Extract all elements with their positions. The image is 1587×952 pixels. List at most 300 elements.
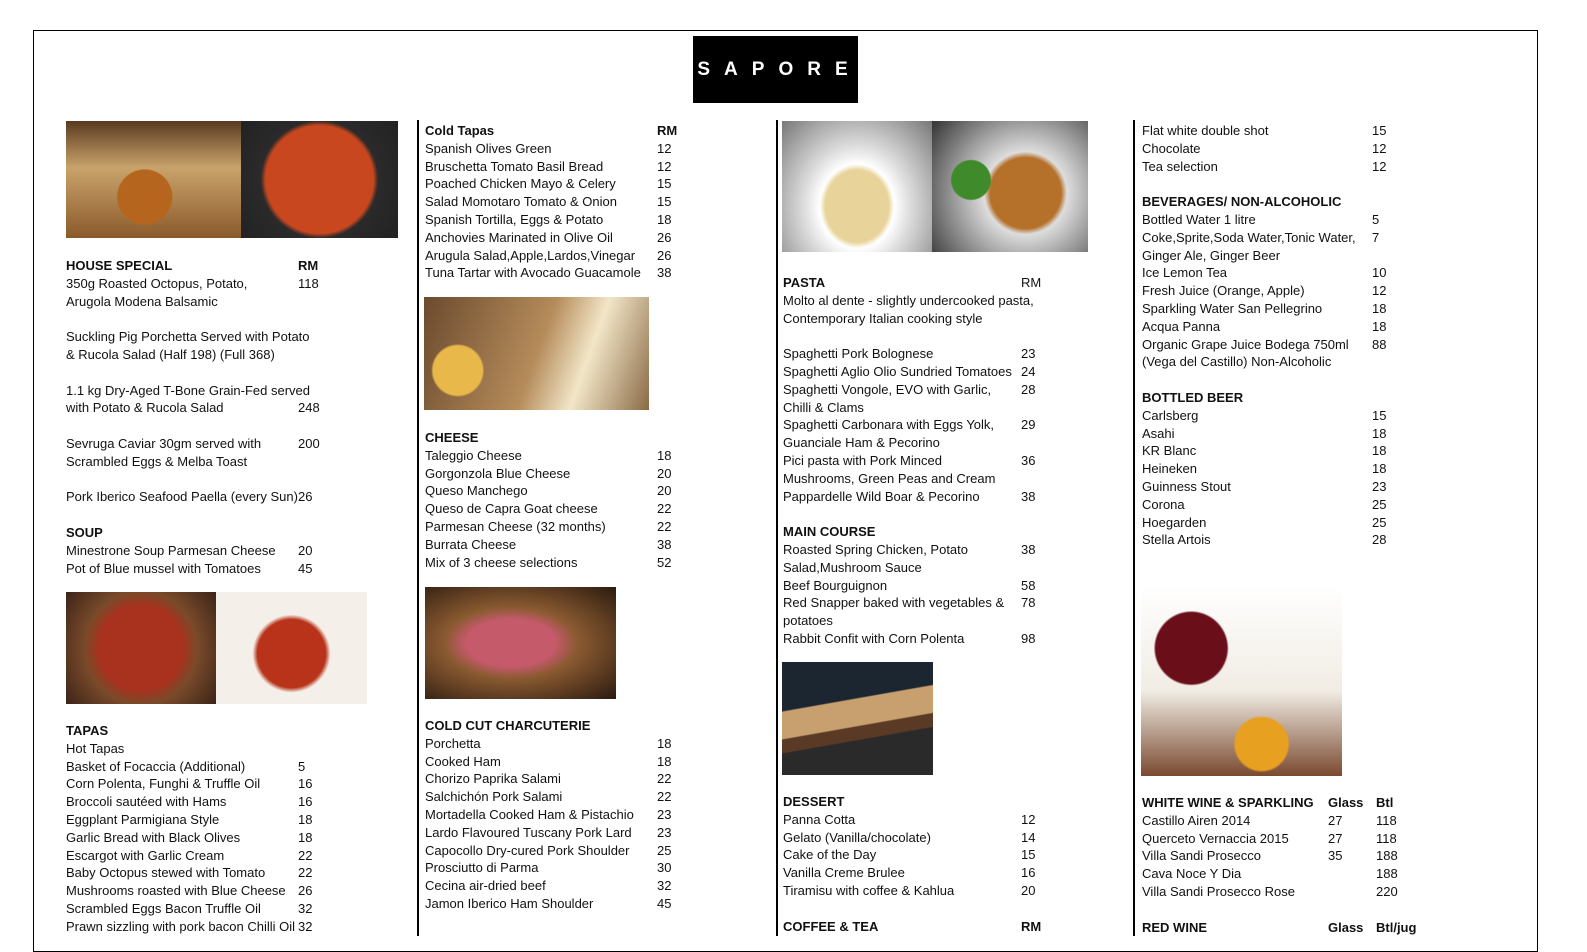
item-name: Spaghetti Carbonara with Eggs Yolk, <box>783 417 995 433</box>
menu-item <box>66 793 328 811</box>
item-price: 25 <box>1372 496 1387 512</box>
item-price: 98 <box>1021 630 1036 646</box>
item-price: 15 <box>1021 847 1036 863</box>
menu-item <box>66 758 328 776</box>
column-1-tapas <box>66 722 328 936</box>
item-name: Guinness Stout <box>1142 478 1231 494</box>
item-price: 248 <box>298 400 320 416</box>
item-name: Suckling Pig Porchetta Served with Potato <box>66 329 310 345</box>
item-price: 25 <box>657 842 672 858</box>
item-price: 22 <box>298 847 313 863</box>
menu-item <box>783 559 1051 577</box>
item-name: Chilli & Clams <box>783 399 864 415</box>
item-name: Minestrone Soup Parmesan Cheese <box>66 542 276 558</box>
item-price <box>1021 470 1051 488</box>
item-name: Burrata Cheese <box>425 536 517 552</box>
menu-item <box>425 211 687 229</box>
item-price <box>298 293 328 311</box>
item-price: 118 <box>1376 812 1397 828</box>
item-price: 20 <box>298 542 313 558</box>
menu-item <box>425 500 687 518</box>
column-3 <box>783 274 1051 648</box>
menu-item <box>783 470 1051 488</box>
item-price: 52 <box>657 554 672 570</box>
menu-item <box>783 381 1051 399</box>
item-price: 45 <box>657 895 672 911</box>
item-name <box>66 310 298 328</box>
item-price: 20 <box>657 483 672 499</box>
item-name: Molto al dente - slightly undercooked pasta, <box>783 292 1034 308</box>
price-header: RM <box>298 258 319 273</box>
item-price: 5 <box>298 758 306 774</box>
menu-item <box>1142 407 1402 425</box>
menu-item <box>1142 425 1402 443</box>
item-name: Red Snapper baked with vegetables & <box>783 595 1005 611</box>
menu-item <box>1142 282 1402 300</box>
column-3-dessert <box>783 793 1051 935</box>
menu-item <box>1142 247 1402 265</box>
menu-item <box>783 594 1051 612</box>
item-name: Pork Iberico Seafood Paella (every Sun) <box>66 489 298 505</box>
item-name: Sparkling Water San Pellegrino <box>1142 300 1323 316</box>
item-price: 16 <box>1021 865 1036 881</box>
menu-item <box>1142 336 1402 354</box>
food-photo-octopus <box>66 592 216 704</box>
bottle-header: Btl <box>1376 795 1394 810</box>
item-price: 24 <box>1021 363 1036 379</box>
column-1 <box>66 257 328 577</box>
item-name: Porchetta <box>425 735 481 751</box>
item-price <box>298 471 328 489</box>
menu-item <box>425 158 687 176</box>
item-name: Capocollo Dry-cured Pork Shoulder <box>425 842 630 858</box>
item-price <box>1372 247 1402 265</box>
food-photo-pasta <box>782 121 932 252</box>
item-name: Carlsberg <box>1142 407 1199 423</box>
item-name: Cava Noce Y Dia <box>1142 866 1242 882</box>
item-price: 36 <box>1021 452 1036 468</box>
item-price: 16 <box>298 794 313 810</box>
menu-item <box>425 770 687 788</box>
section-title-dessert: DESSERT <box>783 794 845 809</box>
item-name: Castillo Airen 2014 <box>1142 812 1251 828</box>
item-name: Salchichón Pork Salami <box>425 789 563 805</box>
item-price: 118 <box>298 275 319 291</box>
item-name: Scrambled Eggs & Melba Toast <box>66 453 248 469</box>
item-name: Poached Chicken Mayo & Celery <box>425 176 616 192</box>
item-name: Mortadella Cooked Ham & Pistachio <box>425 806 634 822</box>
menu-item <box>783 829 1051 847</box>
item-name: Flat white double shot <box>1142 123 1269 138</box>
column-4-wine <box>1142 794 1417 936</box>
item-price: 12 <box>1372 283 1387 299</box>
item-name: Heineken <box>1142 461 1197 477</box>
menu-item <box>66 275 328 293</box>
menu-item <box>425 536 687 554</box>
menu-item <box>783 292 1051 310</box>
menu-item <box>1142 229 1402 247</box>
item-glass-price <box>1322 883 1376 901</box>
item-name: Chocolate <box>1142 140 1201 156</box>
item-price: 22 <box>298 865 313 881</box>
item-name: Taleggio Cheese <box>425 447 522 463</box>
menu-item <box>425 824 687 842</box>
item-name: Basket of Focaccia (Additional) <box>66 758 246 774</box>
item-price: 32 <box>298 918 313 934</box>
section-title-cheese: CHEESE <box>425 430 479 445</box>
item-price: 16 <box>298 776 313 792</box>
item-name: Hoegarden <box>1142 514 1207 530</box>
menu-item <box>425 877 687 895</box>
item-price: 58 <box>1021 577 1036 593</box>
item-name: Querceto Vernaccia 2015 <box>1142 830 1289 846</box>
item-price <box>1034 292 1051 310</box>
menu-item <box>66 560 328 578</box>
item-name: Asahi <box>1142 425 1175 441</box>
item-name: Cake of the Day <box>783 847 877 863</box>
food-photo-charcuterie <box>425 587 616 699</box>
section-title-pasta: PASTA <box>783 275 826 290</box>
item-name: KR Blanc <box>1142 443 1197 459</box>
section-title-red-wine: RED WINE <box>1142 919 1207 935</box>
item-name: Queso de Capra Goat cheese <box>425 501 598 517</box>
menu-item <box>783 452 1051 470</box>
section-title-coffee-tea: COFFEE & TEA <box>783 918 879 934</box>
menu-item <box>783 310 1051 328</box>
menu-item <box>1142 318 1402 336</box>
section-title-charcuterie: COLD CUT CHARCUTERIE <box>425 718 591 733</box>
food-photo-suckling-pig <box>66 121 241 238</box>
item-price: 12 <box>657 158 672 174</box>
menu-item <box>66 829 328 847</box>
item-price: 28 <box>1021 381 1036 397</box>
menu-item <box>66 435 328 453</box>
menu-item <box>1142 442 1402 460</box>
item-name: Mushrooms, Green Peas and Cream <box>783 470 996 486</box>
food-photo-tiramisu <box>782 662 933 775</box>
item-price: 188 <box>1376 866 1398 882</box>
item-name: Roasted Spring Chicken, Potato <box>783 541 968 557</box>
item-price: 20 <box>1021 882 1036 898</box>
item-name: Panna Cotta <box>783 811 856 827</box>
item-name: Broccoli sautéed with Hams <box>66 794 227 810</box>
item-name: Salad,Mushroom Sauce <box>783 559 922 575</box>
item-name: Chorizo Paprika Salami <box>425 771 561 787</box>
menu-item <box>66 310 328 328</box>
item-price: 15 <box>657 194 672 210</box>
item-price: 18 <box>298 811 313 827</box>
item-name <box>66 417 298 435</box>
item-price: 18 <box>1372 461 1387 477</box>
item-name: Anchovies Marinated in Olive Oil <box>425 229 613 245</box>
menu-item <box>425 482 687 500</box>
item-name: Salad Momotaro Tomato & Onion <box>425 194 617 210</box>
menu-item <box>425 859 687 877</box>
menu-item <box>425 753 687 771</box>
menu-item <box>425 465 687 483</box>
item-price <box>298 346 328 364</box>
menu-item <box>66 328 328 346</box>
section-title-soup: SOUP <box>66 524 103 540</box>
item-name: Bruschetta Tomato Basil Bread <box>425 158 604 174</box>
menu-item <box>783 399 1051 417</box>
item-name: Eggplant Parmigiana Style <box>66 811 220 827</box>
menu-item <box>66 900 328 918</box>
menu-item <box>1142 812 1412 830</box>
menu-item <box>783 541 1051 559</box>
menu-item <box>783 811 1051 829</box>
item-price: 32 <box>657 878 672 894</box>
item-name: Tuna Tartar with Avocado Guacamole <box>425 265 641 281</box>
item-price: 18 <box>657 735 672 751</box>
item-price: 18 <box>1372 443 1387 459</box>
menu-item <box>425 895 687 913</box>
price-header: RM <box>1021 918 1042 934</box>
item-name: Tea selection <box>1142 158 1218 174</box>
item-name <box>783 327 1021 345</box>
item-name: Parmesan Cheese (32 months) <box>425 518 606 534</box>
food-photo-paella <box>241 121 398 238</box>
item-name: 350g Roasted Octopus, Potato, <box>66 275 248 291</box>
menu-item <box>425 518 687 536</box>
glass-header: Glass <box>1328 795 1364 810</box>
item-price: 15 <box>657 176 672 192</box>
menu-item <box>783 327 1051 345</box>
item-price: 188 <box>1376 848 1398 864</box>
menu-item <box>783 345 1051 363</box>
item-name: Spaghetti Aglio Olio Sundried Tomatoes <box>783 363 1012 379</box>
item-name: Villa Sandi Prosecco Rose <box>1142 883 1295 899</box>
item-name: Spanish Tortilla, Eggs & Potato <box>425 211 604 227</box>
item-price: 118 <box>1376 830 1397 846</box>
column-2-cheese <box>425 429 687 571</box>
item-name: Prawn sizzling with pork bacon Chilli Oil <box>66 918 296 934</box>
item-price: 23 <box>1372 478 1387 494</box>
menu-item <box>1142 122 1402 140</box>
item-price: 14 <box>1021 829 1036 845</box>
menu-item <box>66 542 328 560</box>
item-price: 22 <box>657 771 672 787</box>
item-name <box>66 471 298 489</box>
item-name: 1.1 kg Dry-Aged T-Bone Grain-Fed served <box>66 382 310 398</box>
item-name: Cooked Ham <box>425 753 501 769</box>
item-glass-price: 27 <box>1328 812 1343 828</box>
item-price: 38 <box>1021 488 1036 504</box>
item-price <box>1021 559 1051 577</box>
item-name: Jamon Iberico Ham Shoulder <box>425 895 594 911</box>
menu-item <box>1142 830 1412 848</box>
menu-item <box>1142 460 1402 478</box>
item-glass-price: 35 <box>1328 848 1343 864</box>
item-name: Vanilla Creme Brulee <box>783 865 905 881</box>
item-name: Pici pasta with Pork Minced <box>783 452 942 468</box>
item-name: Pot of Blue mussel with Tomatoes <box>66 560 261 576</box>
section-title-cold-tapas: Cold Tapas <box>425 123 495 138</box>
item-price: 26 <box>298 883 313 899</box>
item-name: Ice Lemon Tea <box>1142 265 1228 281</box>
item-glass-price <box>1322 865 1376 883</box>
item-price: 18 <box>298 829 313 845</box>
item-price: 18 <box>657 447 672 463</box>
item-price: 26 <box>298 489 313 505</box>
menu-item <box>1142 847 1412 865</box>
divider <box>1133 120 1135 936</box>
item-name: Escargot with Garlic Cream <box>66 847 225 863</box>
menu-item <box>66 740 328 758</box>
item-price: 12 <box>1372 140 1387 156</box>
item-price <box>1372 353 1402 371</box>
item-price: 22 <box>657 518 672 534</box>
item-price: 23 <box>657 824 672 840</box>
menu-item <box>425 554 687 572</box>
item-price: 88 <box>1372 336 1387 352</box>
item-price: 15 <box>1372 123 1387 138</box>
item-price: 22 <box>657 501 672 517</box>
menu-item <box>783 577 1051 595</box>
item-name: Ginger Ale, Ginger Beer <box>1142 247 1281 263</box>
item-price <box>1021 434 1051 452</box>
item-name: Corn Polenta, Funghi & Truffle Oil <box>66 776 261 792</box>
menu-item <box>783 434 1051 452</box>
item-price: 5 <box>1372 211 1380 227</box>
menu-item <box>66 417 328 435</box>
menu-item <box>425 842 687 860</box>
section-title-beverages: BEVERAGES/ NON-ALCOHOLIC <box>1142 194 1342 210</box>
item-price <box>1021 310 1051 328</box>
item-price: 23 <box>657 806 672 822</box>
item-price: 25 <box>1372 514 1387 530</box>
item-price: 18 <box>1372 300 1387 316</box>
menu-item <box>783 488 1051 506</box>
menu-item <box>66 488 328 506</box>
menu-item <box>783 363 1051 381</box>
item-name: Villa Sandi Prosecco <box>1142 848 1261 864</box>
item-price <box>298 310 328 328</box>
menu-item <box>66 293 328 311</box>
item-name: Acqua Panna <box>1142 318 1221 334</box>
menu-item <box>425 788 687 806</box>
item-name: Spanish Olives Green <box>425 140 552 156</box>
menu-item <box>1142 140 1402 158</box>
menu-item <box>783 416 1051 434</box>
item-name: Garlic Bread with Black Olives <box>66 829 241 845</box>
divider <box>776 120 778 936</box>
item-name: with Potato & Rucola Salad <box>66 400 224 416</box>
column-2 <box>425 122 687 282</box>
item-price: 23 <box>1021 346 1036 362</box>
item-name: Bottled Water 1 litre <box>1142 211 1256 227</box>
menu-item <box>1142 531 1402 549</box>
item-price: 7 <box>1372 229 1380 245</box>
item-price: 18 <box>657 211 672 227</box>
menu-item <box>425 806 687 824</box>
item-name: Arugula Salad,Apple,Lardos,Vinegar <box>425 247 636 263</box>
item-name: Gelato (Vanilla/chocolate) <box>783 829 931 845</box>
menu-item <box>783 612 1051 630</box>
item-price: 18 <box>1372 425 1387 441</box>
section-title-main-course: MAIN COURSE <box>783 524 876 540</box>
menu-item <box>1142 264 1402 282</box>
food-photo-chicken <box>932 121 1088 252</box>
menu-item <box>1142 158 1402 176</box>
menu-item <box>66 364 328 382</box>
item-name: Scrambled Eggs Bacon Truffle Oil <box>66 900 261 916</box>
menu-item <box>425 735 687 753</box>
item-price: 38 <box>657 265 672 281</box>
item-name: Contemporary Italian cooking style <box>783 310 983 326</box>
item-price: 18 <box>657 753 672 769</box>
item-name: Coke,Sprite,Soda Water,Tonic Water, <box>1142 229 1356 245</box>
menu-item <box>1142 865 1412 883</box>
item-name: Lardo Flavoured Tuscany Pork Lard <box>425 824 632 840</box>
item-name: Spaghetti Pork Bolognese <box>783 346 934 362</box>
item-name: Fresh Juice (Orange, Apple) <box>1142 283 1305 299</box>
bottle-header: Btl/jug <box>1376 919 1417 935</box>
menu-item <box>1142 514 1402 532</box>
item-price: 38 <box>1021 541 1036 557</box>
menu-item <box>66 471 328 489</box>
item-price: 28 <box>1372 532 1387 548</box>
item-name: Beef Bourguignon <box>783 577 888 593</box>
item-price <box>310 382 328 400</box>
menu-item <box>66 811 328 829</box>
item-price: 200 <box>298 435 320 451</box>
item-price: 20 <box>657 465 672 481</box>
menu-item <box>783 630 1051 648</box>
item-name: Organic Grape Juice Bodega 750ml <box>1142 336 1349 352</box>
item-name: Gorgonzola Blue Cheese <box>425 465 571 481</box>
menu-item <box>1142 353 1402 371</box>
item-name: Tiramisu with coffee & Kahlua <box>783 882 955 898</box>
section-title-white-wine: WHITE WINE & SPARKLING <box>1142 795 1314 810</box>
drinks-photo-sangria <box>1141 563 1342 776</box>
section-title-house-special: HOUSE SPECIAL <box>66 258 173 273</box>
brand-logo: SAPORE <box>693 36 858 103</box>
item-name: & Rucola Salad (Half 198) (Full 368) <box>66 346 275 362</box>
column-2-charcuterie <box>425 717 687 913</box>
menu-item <box>425 229 687 247</box>
item-price: 26 <box>657 247 672 263</box>
menu-item <box>425 175 687 193</box>
menu-item <box>425 140 687 158</box>
menu-item <box>425 247 687 265</box>
menu-item <box>783 882 1051 900</box>
price-header: RM <box>1021 275 1042 290</box>
menu-item <box>66 847 328 865</box>
item-price <box>298 740 328 758</box>
item-price <box>1021 612 1051 630</box>
item-name: Cecina air-dried beef <box>425 878 546 894</box>
item-price: 12 <box>1372 158 1387 174</box>
item-price: 10 <box>1372 265 1387 281</box>
item-name: Sevruga Caviar 30gm served with <box>66 435 262 451</box>
menu-item <box>66 864 328 882</box>
item-name: Spaghetti Vongole, EVO with Garlic, <box>783 381 992 397</box>
item-name: Corona <box>1142 496 1185 512</box>
menu-item <box>1142 883 1412 901</box>
item-price: 32 <box>298 900 313 916</box>
item-name: Stella Artois <box>1142 532 1211 548</box>
item-name: Mushrooms roasted with Blue Cheese <box>66 883 286 899</box>
column-4 <box>1142 122 1402 549</box>
menu-item <box>783 864 1051 882</box>
item-price: 220 <box>1376 883 1398 899</box>
menu-item <box>425 447 687 465</box>
item-name: Queso Manchego <box>425 483 528 499</box>
item-name: Pappardelle Wild Boar & Pecorino <box>783 488 980 504</box>
item-name: Mix of 3 cheese selections <box>425 554 578 570</box>
item-price: 78 <box>1021 595 1036 611</box>
